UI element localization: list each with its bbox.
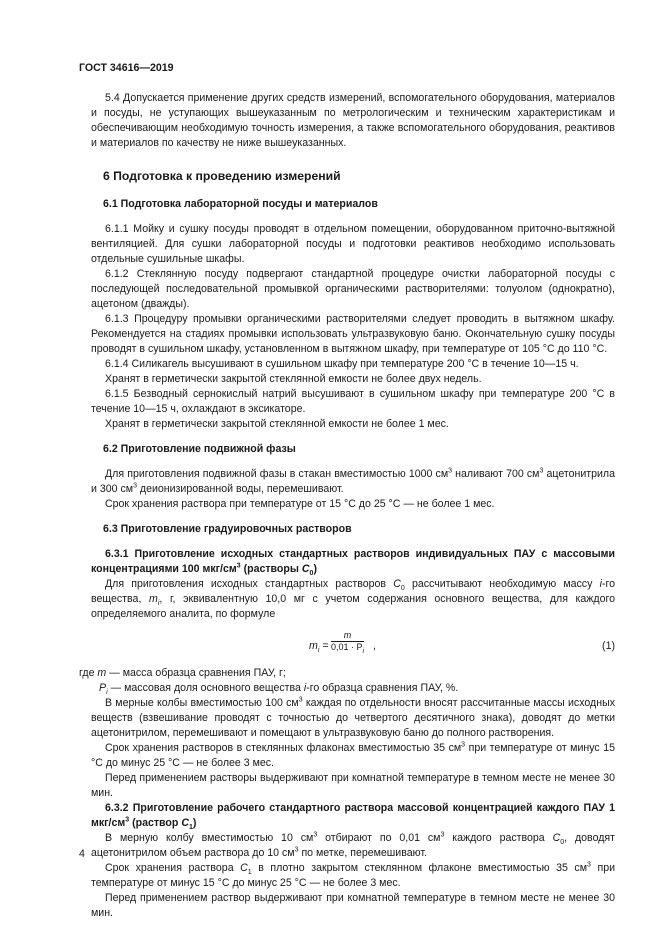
formula-number: (1): [602, 640, 615, 652]
paragraph-6-2-1: Для приготовления подвижной фазы в стакан вместимостью 1000 $см^3$ наливают 700 $см^3$ ацетонитрила и 300 $см^3$ деионизированной воды, перемешивают.: [91, 467, 615, 495]
paragraph-6-3-2-a: В мерную колбу вместимостью 10 $см^3$ отбирают по 0,01 $см^3$ каждого раствора $C_0$, доводят ацетонитрилом объем раствора до 10 $см^3$ по метке, перемешивают.: [91, 831, 615, 859]
section-6-2-title: 6.2 Приготовление подвижной фазы: [103, 443, 296, 455]
section-6-3-2-title: 6.3.2 Приготовление рабочего стандартного раствора массовой концентрацией каждого ПАУ 1 мкг/$см^3$ (раствор $C_1$): [91, 802, 615, 832]
section-6-3-title: 6.3 Приготовление градуировочных растворов: [103, 523, 352, 535]
paragraph-6-1-1: 6.1.1 Мойку и сушку посуды проводят в отдельном помещении, оборудованном приточно-вытяжной вентиляцией. Для сушки лабораторной посуды и подготовки реактивов необходимо использовать отдельные сушильные шкафы.: [91, 223, 615, 265]
paragraph-6-1-4-storage: Хранят в герметически закрытой стеклянной емкости не более двух недель.: [105, 373, 482, 385]
paragraph-6-3-1-a: Для приготовления исходных стандартных растворов $C_0$ рассчитывают необходимую массу i-го вещества, $m_i$, г, эквивалентную 10,0 мг с учетом содержания основного вещества, для каждого определяемого аналита, по формуле: [91, 578, 615, 620]
paragraph-6-3-1-b: В мерные колбы вместимостью 100 $см^3$ каждая по отдельности вносят рассчитанные массы исходных веществ (взвешивание проводят с точностью до четвертого десятичного знака), доводят до метки ацетонитрилом, перемешивают и помещают в ультразвуковую баню до полного растворения.: [91, 696, 615, 739]
formula-lhs: $m_i$ =: [309, 640, 329, 655]
paragraph-6-3-1-c: Срок хранения растворов в стеклянных флаконах вместимостью 35 $см^3$ при температуре от минус 15 °С до минус 25 °С — не более 3 мес.: [91, 741, 615, 769]
page-number: 4: [79, 848, 85, 860]
paragraph-6-1-2: 6.1.2 Стеклянную посуду подвергают стандартной процедуре очистки лабораторной посуды с последующей последовательной промывкой органическими растворителями: толуолом (однократно), ацетоном (дважды).: [91, 268, 615, 310]
section-6-title: 6 Подготовка к проведению измерений: [103, 169, 341, 183]
paragraph-6-2-2: Срок хранения раствора при температуре от 15 °С до 25 °С — не более 1 мес.: [105, 498, 495, 510]
paragraph-6-1-3: 6.1.3 Процедуру промывки органическими растворителями следует проводить в вытяжном шкафу. Рекомендуется на стадиях промывки использовать ультразвуковую баню. Окончательную сушку посуды проводят в сушильном шкафу, установленном в вытяжном шкафу, при температуре от 105 °С до 110 °С.: [91, 313, 615, 355]
paragraph-6-1-5-storage: Хранят в герметически закрытой стеклянной емкости не более 1 мес.: [105, 418, 449, 430]
paragraph-6-3-2-b: Срок хранения раствора $C_1$ в плотно закрытом стеклянном флаконе вместимостью 35 $см^3$ при температуре от минус 15 °С до минус 25 °С — не более 3 мес.: [91, 861, 616, 889]
where-clause-m: где m — масса образца сравнения ПАУ, г;: [79, 667, 286, 679]
formula-1: $m_i$ = $\frac{m}{0,01 \cdot P_i}$ , (1): [309, 630, 615, 655]
paragraph-6-1-5: 6.1.5 Безводный сернокислый натрий высушивают в сушильном шкафу при температуре 200 °С в течение 10—15 ч, охлаждают в эксикаторе.: [91, 388, 615, 415]
section-6-1-title: 6.1 Подготовка лабораторной посуды и материалов: [103, 198, 378, 210]
where-clause-p: $P_i$ — массовая доля основного вещества i-го образца сравнения ПАУ, %.: [99, 682, 459, 697]
paragraph-6-3-2-c: Перед применением раствор выдерживают при комнатной температуре в темном месте не менее 30 мин.: [91, 892, 615, 919]
page-header: ГОСТ 34616—2019: [79, 62, 174, 74]
page-content: [79, 91, 616, 921]
paragraph-6-3-1-d: Перед применением растворы выдерживают при комнатной температуре в темном месте не менее 30 мин.: [91, 772, 615, 799]
section-6-3-1-title: 6.3.1 Приготовление исходных стандартных растворов индивидуальных ПАУ с массовыми концентрациями 100 мкг/$см^3$ (растворы $C_0$): [91, 548, 615, 578]
paragraph-6-1-4: 6.1.4 Силикагель высушивают в сушильном шкафу при температуре 200 °С в течение 10—15 ч.: [105, 358, 579, 370]
paragraph-5-4: 5.4 Допускается применение других средств измерений, вспомогательного оборудования, материалов и посуды, не уступающих вышеуказанным по метрологическим и техническим характеристикам и обеспечивающим необходимую точность измерения, а также вспомогательного оборудования, реактивов и материалов по качеству не ниже вышеуказанных.: [91, 92, 615, 149]
formula-fraction: $\frac{m}{0,01 \cdot P_i}$: [331, 630, 365, 655]
